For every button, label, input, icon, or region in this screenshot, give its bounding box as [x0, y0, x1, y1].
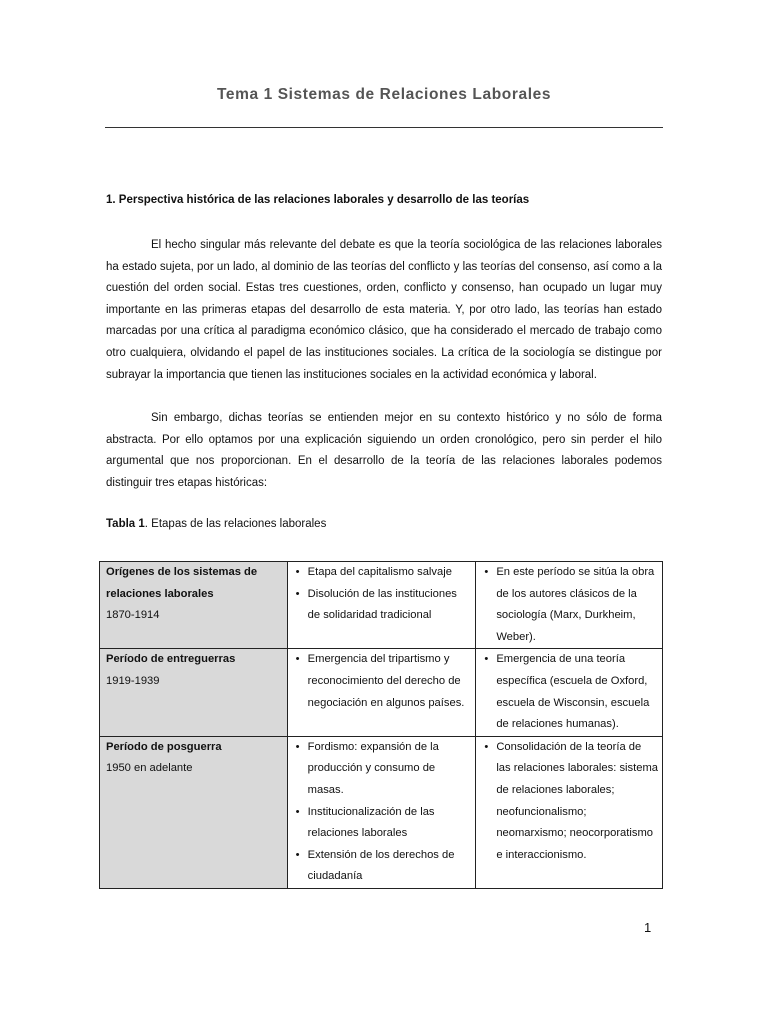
bullet-item: • Etapa del capitalismo salvaje [294, 562, 472, 584]
table-row [100, 736, 663, 888]
table-row [100, 649, 663, 736]
context-cell [287, 562, 476, 649]
theory-cell [476, 736, 663, 888]
period-name: Período de entreguerras [106, 653, 236, 666]
stages-table-body [100, 562, 663, 889]
section-heading: 1. Perspectiva histórica de las relaciones laborales y desarrollo de las teorías [106, 194, 530, 206]
period-name: Orígenes de los sistemas de relaciones laborales [106, 566, 258, 600]
context-cell [287, 649, 476, 736]
theory-cell [476, 649, 663, 736]
bullet-item: • Institucionalización de las relaciones laborales [294, 802, 472, 845]
title-divider [105, 127, 663, 128]
stages-table [99, 561, 663, 889]
period-cell [100, 562, 288, 649]
document-title: Tema 1 Sistemas de Relaciones Laborales [216, 86, 552, 103]
period-cell [100, 649, 288, 736]
paragraph-2: Sin embargo, dichas teorías se entienden mejor en su contexto histórico y no sólo de forma abstracta. Por ello optamos por una explicación siguiendo un orden cronológico, pero sin perder el hilo argumental que nos proporcionan. En el desarrollo de la teoría de las relaciones laborales podemos distinguir tres etapas históricas: [106, 412, 662, 489]
bullet-item: • En este período se sitúa la obra de los autores clásicos de la sociología (Marx, Durkheim, Weber). [482, 562, 658, 648]
table-caption [106, 518, 326, 530]
bullet-list [294, 562, 472, 627]
bullet-list [482, 649, 658, 735]
page-number: 1 [644, 920, 652, 935]
period-dates: 1870-1914 [106, 609, 160, 622]
theory-cell [476, 562, 663, 649]
period-dates: 1950 en adelante [106, 762, 193, 775]
bullet-list [294, 649, 472, 714]
bullet-item: • Extensión de los derechos de ciudadanía [294, 845, 472, 888]
table-caption-label: Tabla 1 [106, 518, 145, 530]
bullet-list [482, 562, 658, 648]
bullet-item: • Emergencia del tripartismo y reconocimiento del derecho de negociación en algunos países. [294, 649, 472, 714]
period-name: Período de posguerra [106, 740, 222, 753]
bullet-item: • Emergencia de una teoría específica (escuela de Oxford, escuela de Wisconsin, escuela de relaciones humanas). [482, 649, 658, 735]
period-cell [100, 736, 288, 888]
bullet-list [294, 737, 472, 888]
bullet-list [482, 737, 658, 867]
bullet-item: • Disolución de las instituciones de solidaridad tradicional [294, 584, 472, 627]
context-cell [287, 736, 476, 888]
bullet-item: • Fordismo: expansión de la producción y consumo de masas. [294, 737, 472, 802]
period-dates: 1919-1939 [106, 674, 160, 687]
bullet-item: • Consolidación de la teoría de las relaciones laborales: sistema de relaciones laborales; neofuncionalismo; neomarxismo; neocorporatismo e interaccionismo. [482, 737, 658, 867]
table-caption-text: . Etapas de las relaciones laborales [144, 518, 327, 530]
paragraph-1: El hecho singular más relevante del debate es que la teoría sociológica de las relaciones laborales ha estado sujeta, por un lado, al dominio de las teorías del conflicto y las teorías del consenso, así como a la cuestión del orden social. Estas tres cuestiones, orden, conflicto y consenso, han ocupado un lugar muy importante en las primeras etapas del desarrollo de esta materia. Y, por otro lado, las teorías han estado marcadas por una crítica al paradigma económico clásico, que ha considerado el mercado de trabajo como otro cualquiera, olvidando el papel de las instituciones sociales. La crítica de la sociología se distingue por subrayar la importancia que tienen las instituciones sociales en la actividad económica y laboral. [106, 239, 662, 381]
table-row [100, 562, 663, 649]
